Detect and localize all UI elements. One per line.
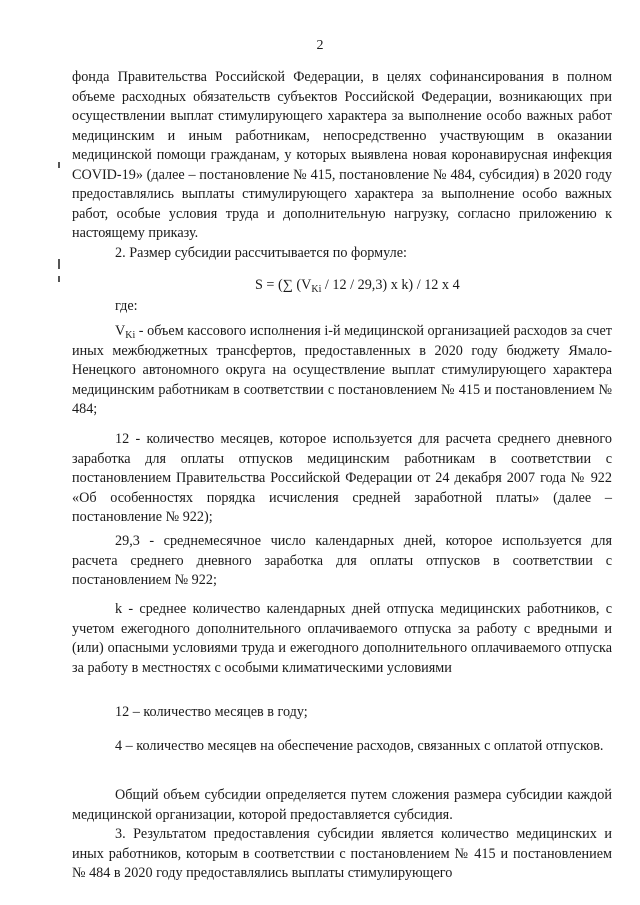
scan-mark [58, 276, 60, 282]
formula-left: S = (∑ (V [255, 277, 312, 293]
vki-subscript: Ki [125, 330, 136, 341]
definition-k: k - среднее количество календарных дней отпуска медицинских работников, с учетом ежегодного дополнительного оплачиваемого отпуска за работу с вредными и (или) опасными условиями труда и ежегодного дополнительного оплачиваемого отпуска за работу в местностях с особыми климатическими условиями [72, 601, 612, 676]
page-number: 2 [316, 38, 324, 53]
scan-mark [58, 259, 60, 269]
subsidy-formula [255, 276, 460, 296]
definition-29-3: 29,3 - среднемесячное число календарных дней, которое используется для расчета среднего дневного заработка для оплаты отпусков в соответствии с постановлением № 922; [72, 533, 612, 588]
paragraph-total-volume: Общий объем субсидии определяется путем сложения размера субсидии каждой медицинской организации, которой предоставляется субсидия. [72, 787, 612, 823]
definition-vki [72, 322, 612, 420]
vki-symbol: V [115, 323, 126, 339]
paragraph-subsidy-formula-intro: 2. Размер субсидии рассчитывается по формуле: [115, 245, 407, 261]
definition-12-year: 12 – количество месяцев в году; [115, 704, 308, 720]
formula-right: / 12 / 29,3) х k) / 12 х 4 [321, 277, 460, 293]
definition-4-months: 4 – количество месяцев на обеспечение расходов, связанных с оплатой отпусков. [115, 738, 604, 754]
paragraph-3-result: 3. Результатом предоставления субсидии является количество медицинских и иных работников, которым в соответствии с постановлением № 415 и постановлением № 484 в 2020 году предоставлялись выплаты стимулирующего [72, 826, 612, 881]
vki-text: - объем кассового исполнения i-й медицинской организацией расходов за счет иных межбюджетных трансфертов, предоставленных в 2020 году бюджету Ямало-Ненецкого автономного округа на осуществление выплат стимулирующего характера медицинским работникам в соответствии с постановлением № 415 и постановлением № 484; [72, 323, 612, 417]
scan-mark [58, 162, 60, 168]
formula-where-label: где: [115, 298, 138, 314]
formula-subscript: Ki [311, 284, 322, 295]
definition-12-months: 12 - количество месяцев, которое используется для расчета среднего дневного заработка для оплаты отпусков медицинским работникам в соответствии с постановлением Правительства Российской Федерации от 24 декабря 2007 года № 922 «Об особенностях порядка исчисления средней заработной платы» (далее – постановление № 922); [72, 431, 612, 525]
paragraph-intro: фонда Правительства Российской Федерации, в целях софинансирования в полном объеме расходных обязательств субъектов Российской Федерации, возникающих при осуществлении выплат стимулирующего характера за выполнение особо важных работ медицинским и иным работникам, непосредственно участвующим в оказании медицинской помощи гражданам, у которых выявлена новая коронавирусная инфекция COVID-19» (далее – постановление № 415, постановление № 484, субсидия) в 2020 году предоставлялись выплаты стимулирующего характера за выполнение особо важных работ, особые условия труда и дополнительную нагрузку, согласно приложению к настоящему приказу. [72, 69, 612, 241]
